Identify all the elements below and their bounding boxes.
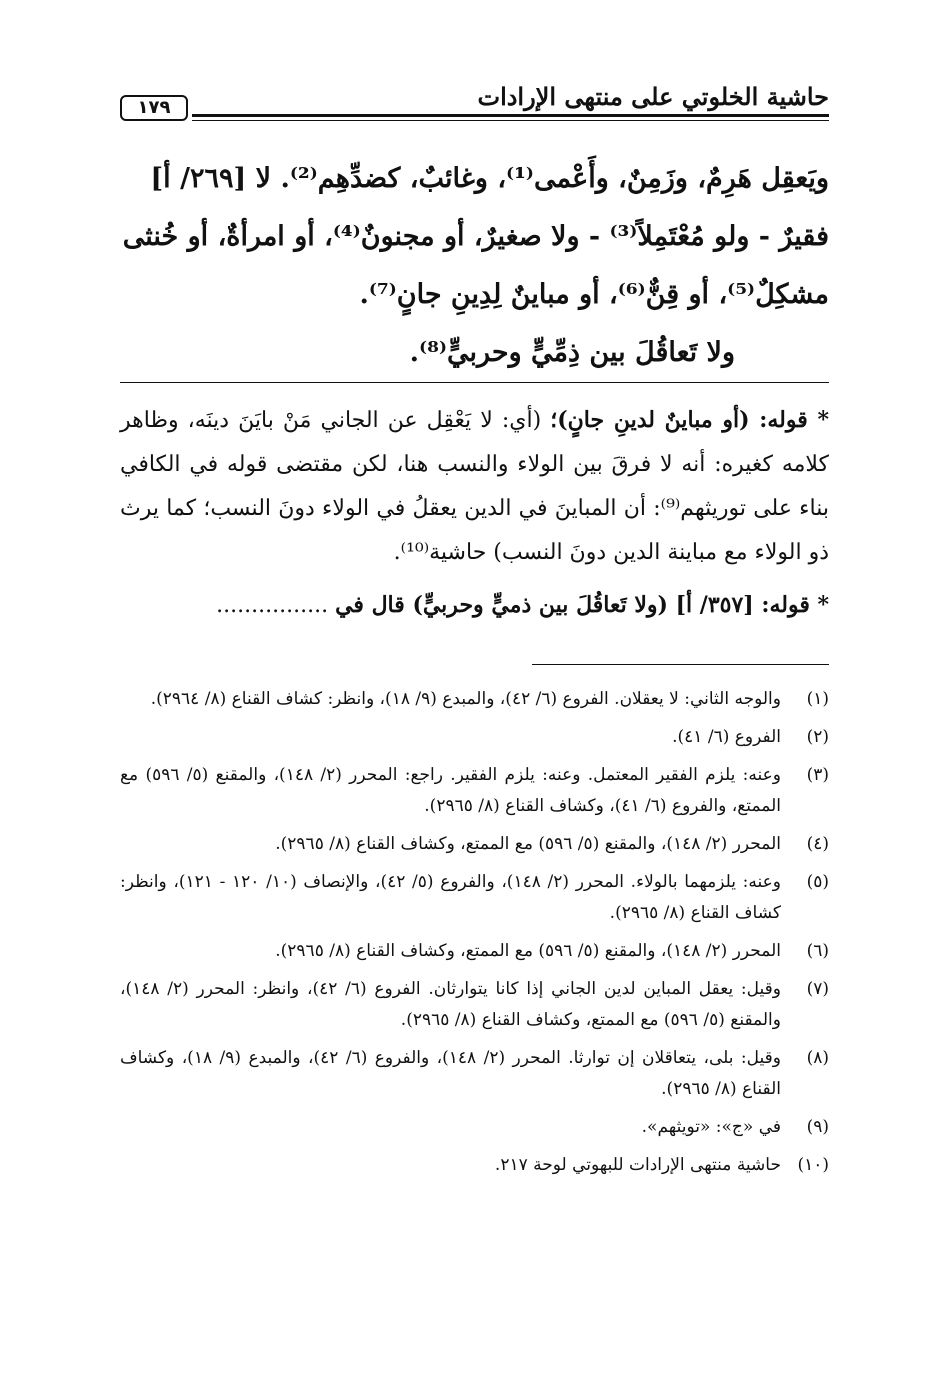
footnote-item xyxy=(120,867,829,929)
footnote-number: (٦) xyxy=(806,941,829,961)
footnote-number: (٥) xyxy=(806,872,829,892)
main-text-line: ويَعقِل هَرِمٌ، وزَمِنٌ، وأَعْمى⁽¹⁾، وغائبٌ، كضدِّهِم⁽²⁾. لا [٢٦٩/ أ] xyxy=(150,163,829,194)
commentary-block xyxy=(120,398,829,628)
header-title: حاشية الخلوتي على منتهى الإرادات xyxy=(477,82,829,111)
footnote-text: المحرر (٢/ ١٤٨)، والمقنع (٥/ ٥٩٦) مع الممتع، وكشاف القناع (٨/ ٢٩٦٥). xyxy=(275,834,781,854)
footnote-text: في «ج»: «تويثهم». xyxy=(641,1117,781,1137)
page-number-badge: ١٧٩ xyxy=(120,95,188,121)
footnote-text: وقيل: يعقل المباين لدين الجاني إذا كانا يتوارثان. الفروع (٦/ ٤٢)، وانظر: المحرر (٢/ ١٤٨)، والمقنع (٥/ ٥٩٦) مع الممتع، وكشاف القناع (٨/ ٢٩٦٥). xyxy=(120,979,781,1030)
footnote-item xyxy=(120,1043,829,1105)
footnote-item xyxy=(120,829,829,860)
footnote-number: (٤) xyxy=(806,834,829,854)
footnote-number: (٩) xyxy=(806,1117,829,1137)
commentary-label: * قوله: [٣٥٧/ أ] (ولا تَعاقُلَ بين ذميٍّ وحربيٍّ) قال في xyxy=(335,592,829,618)
footnote-item xyxy=(120,722,829,753)
commentary-paragraph xyxy=(120,583,829,628)
footnote-number: (٢) xyxy=(806,727,829,747)
footnote-text: حاشية منتهى الإرادات للبهوتي لوحة ٢١٧. xyxy=(494,1155,781,1175)
footnote-text: وقيل: بلى، يتعاقلان إن توارثا. المحرر (٢/ ١٤٨)، والفروع (٦/ ٤٢)، والمبدع (٩/ ١٨)، وكشاف القناع (٨/ ٢٩٦٥). xyxy=(120,1048,781,1099)
commentary-text: (أي: لا يَعْقِل عن الجاني مَنْ بايَنَ دينَه، وظاهر كلامه كغيره: أنه لا فرقَ بين الولاء والنسب هنا، لكن مقتضى قوله في الكافي بناء على توريثهم⁽⁹⁾: أن المباينَ في الدين يعقلُ في الولاء دونَ النسب؛ كما يرث ذو الولاء مع مباينة الدين دونَ النسب) حاشية⁽¹⁰⁾. xyxy=(120,408,829,565)
footnote-item xyxy=(120,974,829,1036)
header-rule xyxy=(192,114,829,121)
footnote-number: (٨) xyxy=(806,1048,829,1068)
main-text-line: فقيرٌ - ولو مُعْتَمِلاً⁽³⁾ - ولا صغيرٌ، أو مجنونٌ⁽⁴⁾، أو امرأةٌ، أو خُنثى xyxy=(122,221,829,252)
continuation-dots: ................ xyxy=(216,593,329,618)
footnote-text: وعنه: يلزم الفقير المعتمل. وعنه: يلزم الفقير. راجع: المحرر (٢/ ١٤٨)، والمقنع (٥/ ٥٩٦) مع الممتع، والفروع (٦/ ٤١)، وكشاف القناع (٨/ ٢٩٦٥). xyxy=(120,765,781,816)
commentary-label: * قوله: (أو مباينٌ لدينِ جانٍ)؛ xyxy=(550,407,829,433)
footnote-number: (١٠) xyxy=(797,1155,829,1175)
footnote-item xyxy=(120,684,829,715)
footnote-text: والوجه الثاني: لا يعقلان. الفروع (٦/ ٤٢)، والمبدع (٩/ ١٨)، وانظر: كشاف القناع (٨/ ٢٩٦٤). xyxy=(150,689,781,709)
footnote-number: (٧) xyxy=(806,979,829,999)
commentary-paragraph xyxy=(120,398,829,575)
footnote-separator xyxy=(532,664,829,665)
footnote-item xyxy=(120,936,829,967)
footnotes-list xyxy=(120,684,829,1188)
footnote-item xyxy=(120,1150,829,1181)
main-text-line: ولا تَعاقُلَ بين ذِمِّيٍّ وحربيٍّ⁽⁸⁾. xyxy=(409,337,735,368)
footnote-text: وعنه: يلزمهما بالولاء. المحرر (٢/ ١٤٨)، والفروع (٥/ ٤٢)، والإنصاف (١٠/ ١٢٠ - ١٢١)، وانظر: كشاف القناع (٨/ ٢٩٦٥). xyxy=(120,872,781,923)
running-header xyxy=(120,82,829,128)
footnote-item xyxy=(120,1112,829,1143)
footnote-number: (٣) xyxy=(806,765,829,785)
main-text-line: مشكِلٌ⁽⁵⁾، أو قِنٌّ⁽⁶⁾، أو مباينٌ لِدِينِ جانٍ⁽⁷⁾. xyxy=(359,279,829,310)
footnote-number: (١) xyxy=(806,689,829,709)
footnote-text: الفروع (٦/ ٤١). xyxy=(672,727,781,747)
footnote-item xyxy=(120,760,829,822)
main-text-block xyxy=(120,150,829,382)
footnote-text: المحرر (٢/ ١٤٨)، والمقنع (٥/ ٥٩٦) مع الممتع، وكشاف القناع (٨/ ٢٩٦٥). xyxy=(275,941,781,961)
section-divider xyxy=(120,382,829,383)
